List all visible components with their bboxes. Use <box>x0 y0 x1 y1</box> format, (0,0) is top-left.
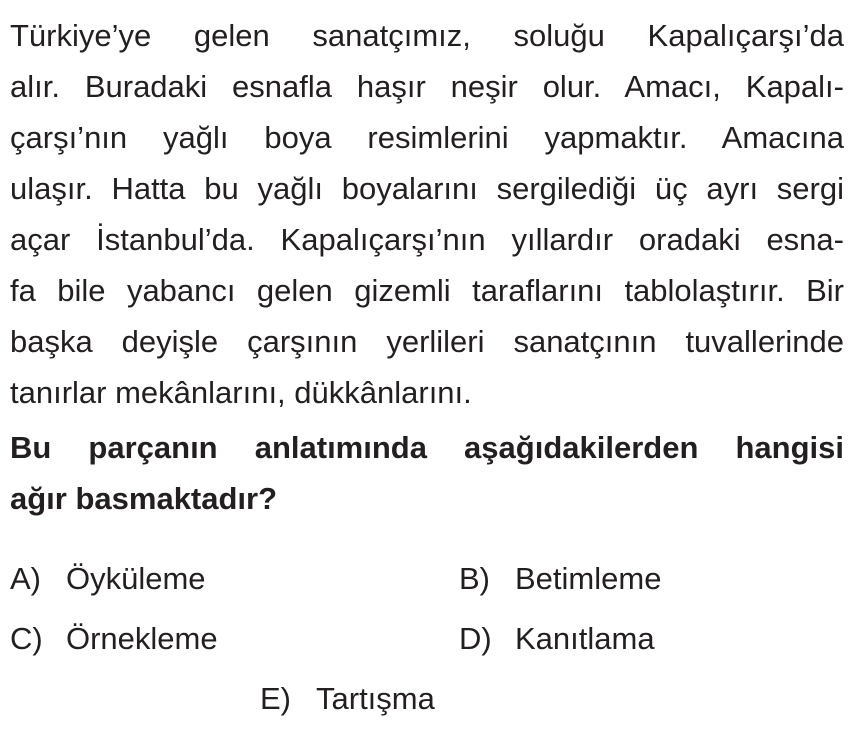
passage-line: Türkiye’ye gelen sanatçımız, soluğu Kapalıçarşı’da <box>10 18 844 53</box>
option-text: Tartışma <box>316 681 435 716</box>
option-letter: B) <box>459 561 490 596</box>
option-a[interactable] <box>10 559 206 599</box>
option-text: Betimleme <box>515 561 662 596</box>
question-line: Bu parçanın anlatımında aşağıdakilerden hangisi <box>10 430 844 465</box>
reading-passage <box>10 10 844 418</box>
passage-line: başka deyişle çarşının yerlileri sanatçının tuvallerinde <box>10 324 844 359</box>
passage-line: çarşı’nın yağlı boya resimlerini yapmaktır. Amacına <box>10 120 844 155</box>
passage-line: açar İstanbul’da. Kapalıçarşı’nın yıllardır oradaki esna- <box>10 222 844 257</box>
option-letter: D) <box>459 621 492 656</box>
option-text: Örnekleme <box>66 621 218 656</box>
option-b[interactable] <box>459 559 661 599</box>
option-letter: E) <box>260 681 291 716</box>
option-text: Kanıtlama <box>515 621 655 656</box>
option-c[interactable] <box>10 619 218 659</box>
passage-line: tanırlar mekânlarını, dükkânlarını. <box>10 375 472 410</box>
option-d[interactable] <box>459 619 655 659</box>
option-text: Öyküleme <box>66 561 206 596</box>
question-line: ağır basmaktadır? <box>10 481 278 516</box>
question-stem <box>10 422 844 524</box>
option-e[interactable] <box>260 679 435 719</box>
option-letter: C) <box>10 621 43 656</box>
option-letter: A) <box>10 561 41 596</box>
passage-line: ulaşır. Hatta bu yağlı boyalarını sergilediği üç ayrı sergi <box>10 171 844 206</box>
passage-line: fa bile yabancı gelen gizemli taraflarını tablolaştırır. Bir <box>10 273 844 308</box>
passage-line: alır. Buradaki esnafla haşır neşir olur. Amacı, Kapalı- <box>10 69 844 104</box>
